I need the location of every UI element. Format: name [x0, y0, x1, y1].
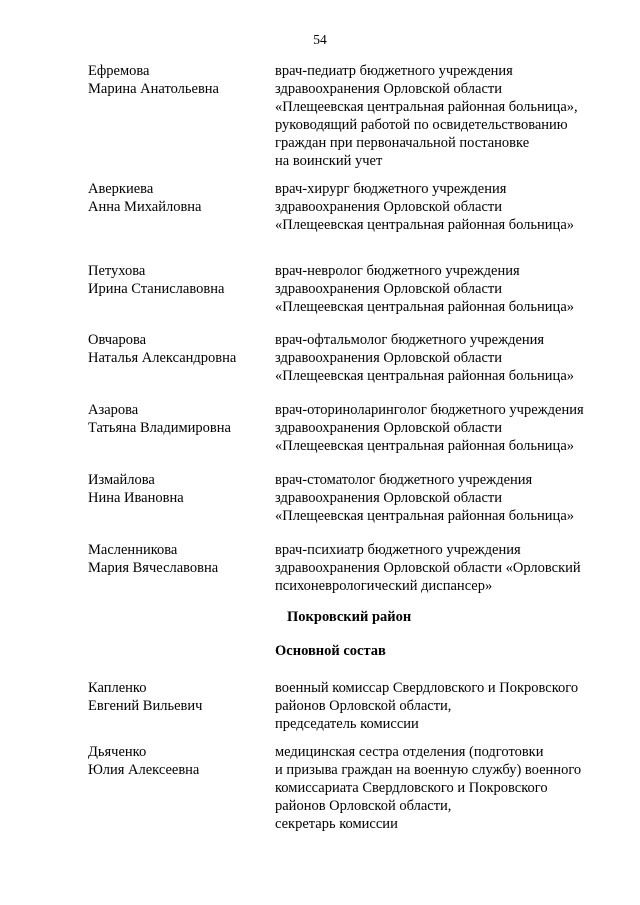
given-names: Юлия Алексеевна [88, 762, 200, 778]
member-name [88, 262, 268, 298]
member-role [275, 743, 625, 833]
member-role [275, 331, 625, 385]
role-line: «Плещеевская центральная районная больница» [275, 508, 574, 524]
member-name [88, 62, 268, 98]
given-names: Ирина Станиславовна [88, 281, 225, 297]
role-line: руководящий работой по освидетельствованию [275, 117, 568, 133]
surname: Измайлова [88, 472, 155, 488]
role-line: здравоохранения Орловской области [275, 490, 502, 506]
member-role [275, 180, 625, 234]
surname: Аверкиева [88, 181, 154, 197]
surname: Капленко [88, 680, 147, 696]
role-line: на воинский учет [275, 153, 383, 169]
role-line: «Плещеевская центральная районная больница» [275, 217, 574, 233]
district-heading: Покровский район [287, 609, 412, 625]
role-line: военный комиссар Свердловского и Покровского [275, 680, 579, 696]
role-line: врач-психиатр бюджетного учреждения [275, 542, 521, 558]
given-names: Мария Вячеславовна [88, 560, 219, 576]
role-line: секретарь комиссии [275, 816, 398, 832]
member-role [275, 62, 625, 170]
role-line: здравоохранения Орловской области [275, 350, 502, 366]
member-role [275, 401, 625, 455]
role-line: врач-стоматолог бюджетного учреждения [275, 472, 533, 488]
role-line: медицинская сестра отделения (подготовки [275, 744, 544, 760]
role-line: здравоохранения Орловской области [275, 199, 502, 215]
member-name [88, 401, 268, 437]
role-line: районов Орловской области, [275, 798, 452, 814]
member-name [88, 331, 268, 367]
given-names: Наталья Александровна [88, 350, 237, 366]
role-line: «Плещеевская центральная районная больница», [275, 99, 578, 115]
role-line: врач-оториноларинголог бюджетного учреждения [275, 402, 584, 418]
member-role [275, 679, 625, 733]
given-names: Нина Ивановна [88, 490, 184, 506]
role-line: психоневрологический диспансер» [275, 578, 493, 594]
given-names: Марина Анатольевна [88, 81, 219, 97]
page-number: 54 [313, 32, 327, 47]
role-line: врач-офтальмолог бюджетного учреждения [275, 332, 545, 348]
role-line: «Плещеевская центральная районная больница» [275, 368, 574, 384]
role-line: здравоохранения Орловской области «Орловский [275, 560, 581, 576]
member-name [88, 679, 268, 715]
role-line: здравоохранения Орловской области [275, 81, 502, 97]
member-name [88, 471, 268, 507]
role-line: врач-невролог бюджетного учреждения [275, 263, 520, 279]
role-line: комиссариата Свердловского и Покровского [275, 780, 548, 796]
given-names: Евгений Вильевич [88, 698, 203, 714]
role-line: здравоохранения Орловской области [275, 281, 502, 297]
member-name [88, 180, 268, 216]
role-line: «Плещеевская центральная районная больница» [275, 299, 574, 315]
surname: Овчарова [88, 332, 147, 348]
given-names: Татьяна Владимировна [88, 420, 231, 436]
surname: Азарова [88, 402, 139, 418]
role-line: районов Орловской области, [275, 698, 452, 714]
surname: Дьяченко [88, 744, 147, 760]
role-line: «Плещеевская центральная районная больница» [275, 438, 574, 454]
role-line: и призыва граждан на военную службу) военного [275, 762, 582, 778]
surname: Масленникова [88, 542, 178, 558]
member-role [275, 541, 625, 595]
member-role [275, 262, 625, 316]
role-line: здравоохранения Орловской области [275, 420, 502, 436]
role-line: председатель комиссии [275, 716, 419, 732]
member-name [88, 541, 268, 577]
member-role [275, 471, 625, 525]
role-line: граждан при первоначальной постановке [275, 135, 530, 151]
role-line: врач-педиатр бюджетного учреждения [275, 63, 513, 79]
surname: Петухова [88, 263, 146, 279]
member-name [88, 743, 268, 779]
given-names: Анна Михайловна [88, 199, 202, 215]
surname: Ефремова [88, 63, 150, 79]
role-line: врач-хирург бюджетного учреждения [275, 181, 507, 197]
composition-heading: Основной состав [275, 643, 386, 659]
